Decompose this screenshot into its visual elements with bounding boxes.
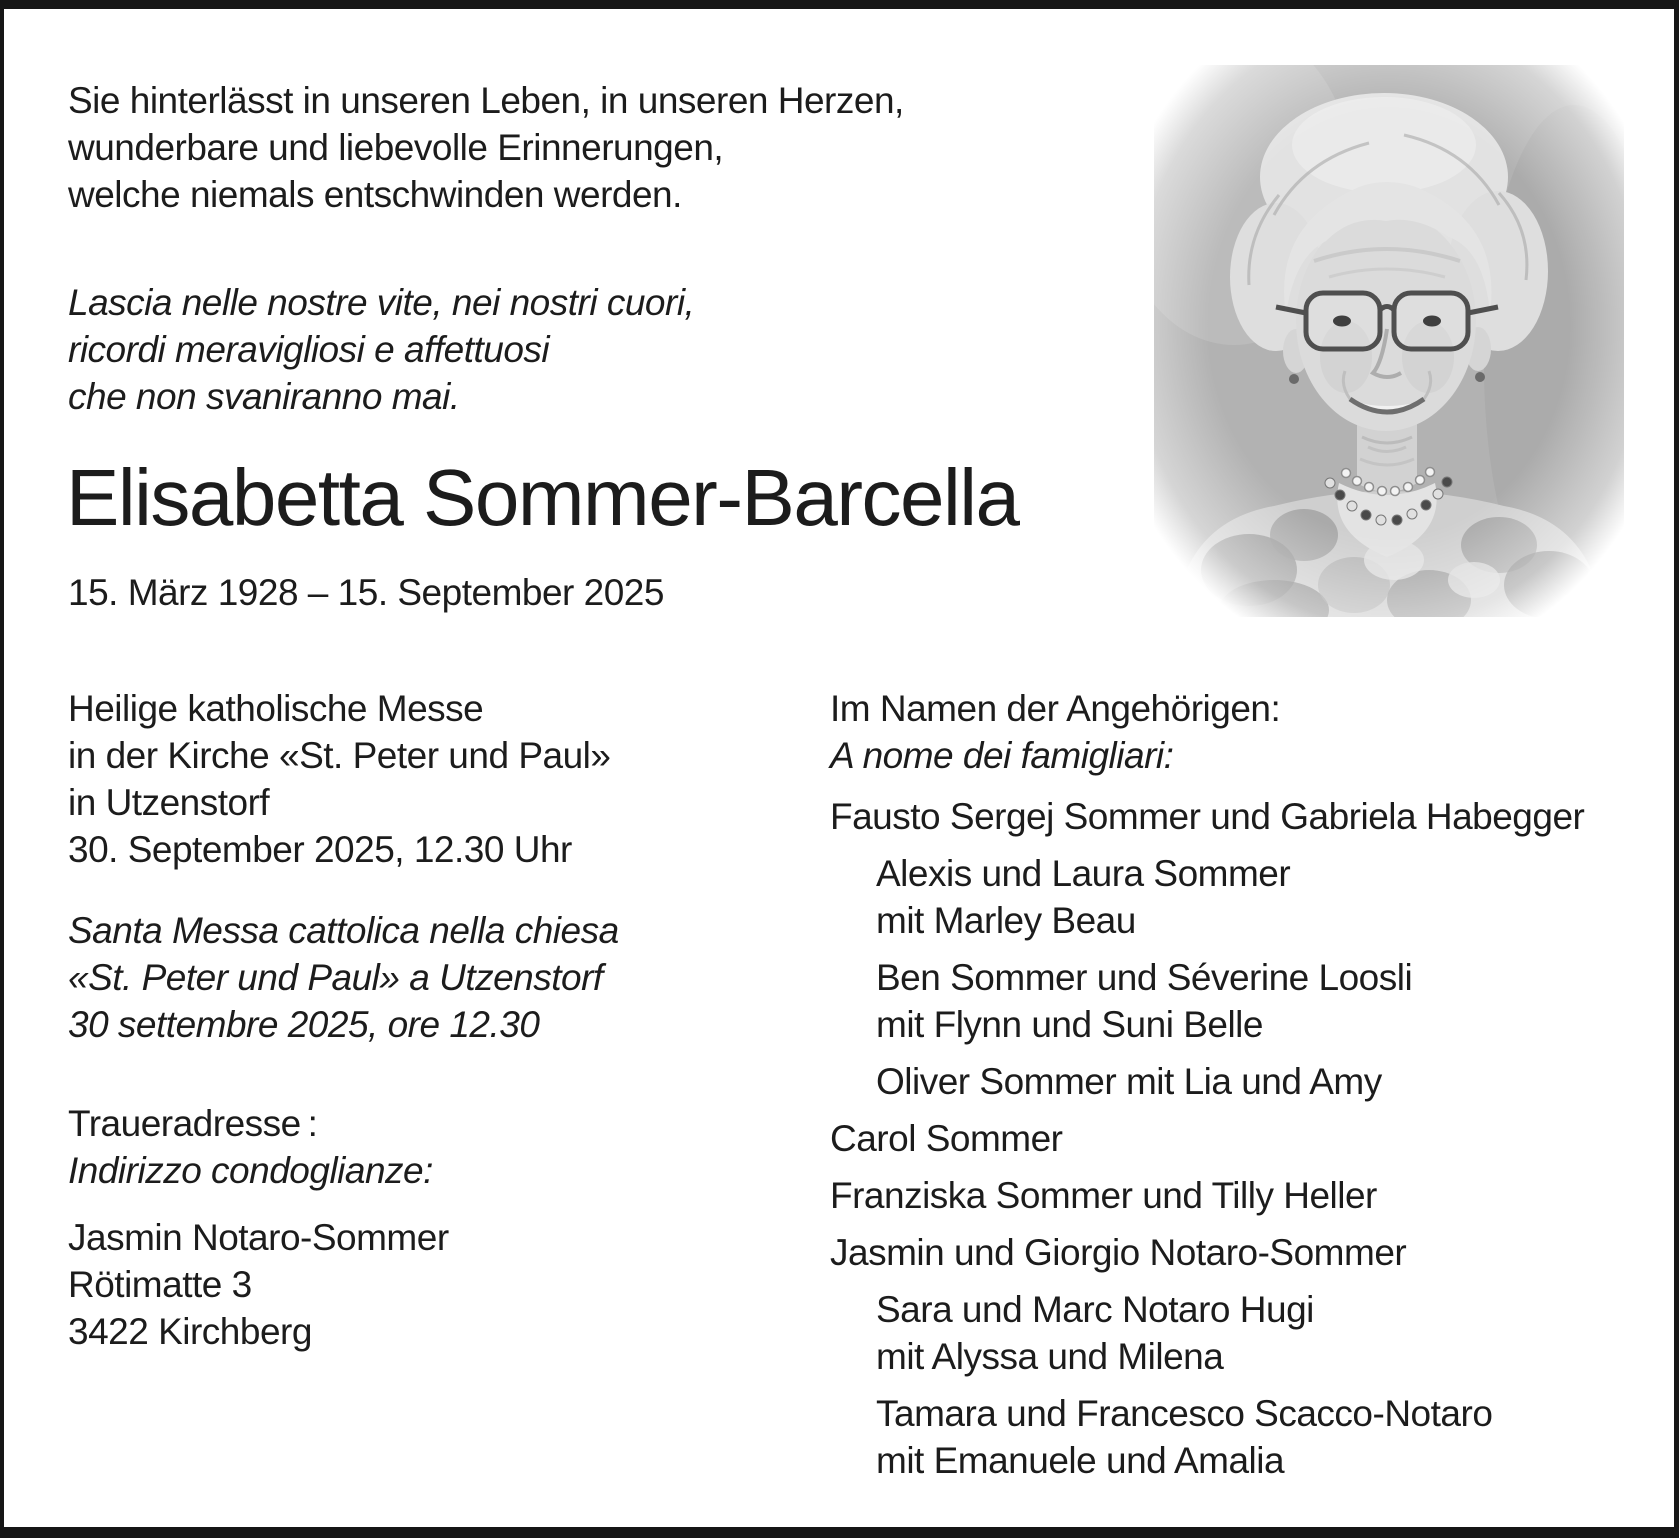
service-info-german <box>68 685 748 873</box>
text-line: wunderbare und liebevolle Erinnerungen, <box>68 127 724 168</box>
family-member-line: mit Emanuele und Amalia <box>876 1440 1285 1481</box>
text-line: welche niemals entschwinden werden. <box>68 174 682 215</box>
family-group <box>830 1286 1650 1380</box>
family-list <box>830 793 1650 1484</box>
family-member-line: Jasmin und Giorgio Notaro-Sommer <box>830 1232 1407 1273</box>
family-member-line: Franziska Sommer und Tilly Heller <box>830 1175 1377 1216</box>
text-line: Santa Messa cattolica nella chiesa <box>68 910 619 951</box>
intro-quote-german <box>68 77 904 218</box>
text-line: in der Kirche «St. Peter und Paul» <box>68 735 611 776</box>
text-line: Heilige katholische Messe <box>68 688 484 729</box>
text-line: 30. September 2025, 12.30 Uhr <box>68 829 572 870</box>
mourning-address-label-german: Traueradresse : <box>68 1103 318 1144</box>
portrait-photo <box>1154 65 1624 617</box>
text-line: Rötimatte 3 <box>68 1264 252 1305</box>
family-group <box>830 793 1650 840</box>
family-member-line: mit Flynn und Suni Belle <box>876 1004 1263 1045</box>
family-group <box>830 1229 1650 1276</box>
family-member-line: Ben Sommer und Séverine Loosli <box>876 957 1413 998</box>
family-member-line: Carol Sommer <box>830 1118 1063 1159</box>
text-line: 3422 Kirchberg <box>68 1311 312 1352</box>
service-column <box>68 685 748 1355</box>
family-member-line: mit Marley Beau <box>876 900 1136 941</box>
portrait-photo-graphic <box>1154 65 1624 617</box>
text-line: Jasmin Notaro-Sommer <box>68 1217 449 1258</box>
family-group <box>830 954 1650 1048</box>
mourning-address <box>68 1214 748 1355</box>
text-line: 30 settembre 2025, ore 12.30 <box>68 1004 540 1045</box>
service-info-italian <box>68 907 748 1048</box>
text-line: che non svaniranno mai. <box>68 376 460 417</box>
text-line: «St. Peter und Paul» a Utzenstorf <box>68 957 603 998</box>
family-group <box>830 1172 1650 1219</box>
deceased-name: Elisabetta Sommer-Barcella <box>66 453 1019 542</box>
family-member-line: Sara und Marc Notaro Hugi <box>876 1289 1314 1330</box>
mourning-address-label-italian: Indirizzo condoglianze: <box>68 1150 433 1191</box>
text-line: Lascia nelle nostre vite, nei nostri cuori, <box>68 282 695 323</box>
text-line: Sie hinterlässt in unseren Leben, in unseren Herzen, <box>68 80 904 121</box>
family-member-line: Alexis und Laura Sommer <box>876 853 1291 894</box>
family-group <box>830 1390 1650 1484</box>
intro-quote-italian <box>68 279 694 420</box>
family-group <box>830 1058 1650 1105</box>
family-heading-italian: A nome dei famigliari: <box>830 735 1174 776</box>
family-member-line: Fausto Sergej Sommer und Gabriela Habegger <box>830 796 1585 837</box>
family-member-line: Tamara und Francesco Scacco-Notaro <box>876 1393 1493 1434</box>
text-line: in Utzenstorf <box>68 782 270 823</box>
family-group <box>830 850 1650 944</box>
family-column <box>830 685 1650 1484</box>
family-heading-german: Im Namen der Angehörigen: <box>830 688 1281 729</box>
family-member-line: Oliver Sommer mit Lia und Amy <box>876 1061 1382 1102</box>
family-group <box>830 1115 1650 1162</box>
life-dates: 15. März 1928 – 15. September 2025 <box>68 572 664 613</box>
mourning-address-labels <box>68 1100 748 1194</box>
family-member-line: mit Alyssa und Milena <box>876 1336 1224 1377</box>
text-line: ricordi meravigliosi e affettuosi <box>68 329 550 370</box>
